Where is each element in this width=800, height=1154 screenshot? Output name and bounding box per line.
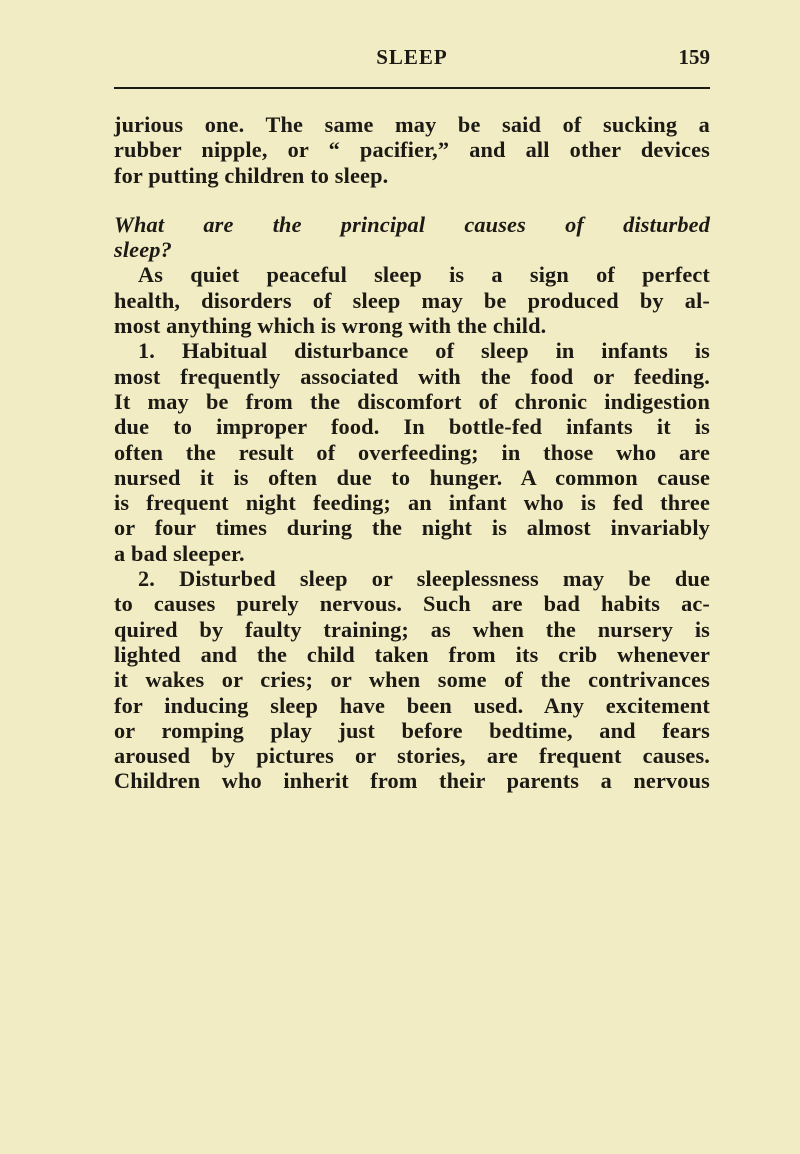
text-line: nursed it is often due to hunger. A common cause — [114, 464, 710, 490]
question-heading: sleep? — [114, 237, 172, 263]
page-number: 159 — [678, 45, 710, 69]
question-heading: What are the principal causes of disturbed — [114, 211, 710, 237]
text-line: for putting children to sleep. — [114, 162, 389, 188]
text-line: is frequent night feeding; an infant who is fed three — [114, 490, 710, 516]
text-line: to causes purely nervous. Such are bad habits ac- — [114, 591, 710, 617]
text-line: or romping play just before bedtime, and fears — [114, 717, 710, 743]
text-line: or four times during the night is almost invariably — [114, 515, 710, 541]
text-line: due to improper food. In bottle-fed infants it is — [114, 414, 710, 440]
text-line: 2. Disturbed sleep or sleeplessness may be due — [138, 566, 710, 592]
text-line: most frequently associated with the food or feeding. — [114, 363, 710, 389]
text-line: Children who inherit from their parents a nervous — [114, 768, 710, 794]
text-line: a bad sleeper. — [114, 540, 245, 566]
text-line: quired by faulty training; as when the nursery is — [114, 616, 710, 642]
text-line: for inducing sleep have been used. Any excitement — [114, 692, 710, 718]
text-line: It may be from the discomfort of chronic indigestion — [114, 388, 710, 414]
running-title: SLEEP — [376, 45, 448, 69]
page-header — [114, 45, 710, 73]
text-line: aroused by pictures or stories, are frequent causes. — [114, 743, 710, 769]
text-line: As quiet peaceful sleep is a sign of perfect — [138, 262, 710, 288]
header-rule — [114, 87, 710, 89]
text-line: it wakes or cries; or when some of the contrivances — [114, 667, 710, 693]
text-line: jurious one. The same may be said of sucking a — [114, 112, 710, 137]
text-line: often the result of overfeeding; in those who are — [114, 439, 710, 465]
text-line: 1. Habitual disturbance of sleep in infants is — [138, 338, 710, 364]
text-line: health, disorders of sleep may be produced by al- — [114, 287, 710, 313]
body-text — [114, 112, 710, 794]
text-line: rubber nipple, or “ pacifier,” and all other devices — [114, 137, 710, 163]
text-line: most anything which is wrong with the child. — [114, 313, 547, 339]
text-line: lighted and the child taken from its crib whenever — [114, 641, 710, 667]
